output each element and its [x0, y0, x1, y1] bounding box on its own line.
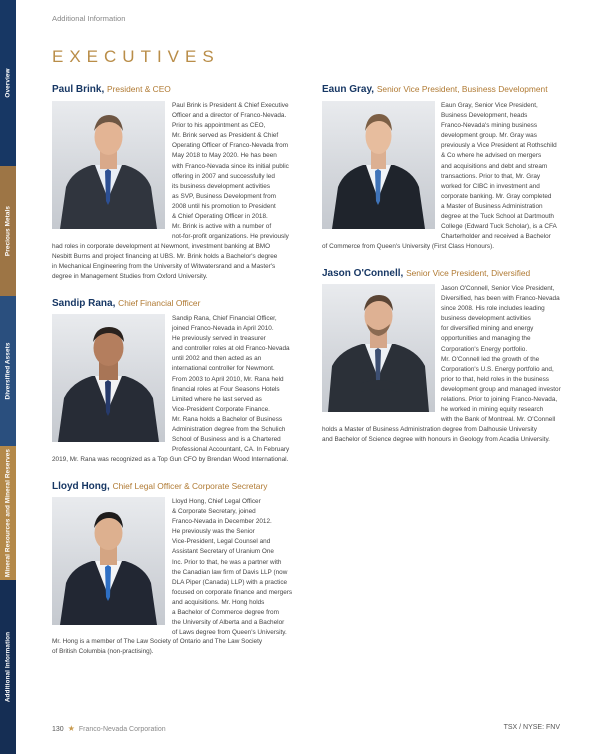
- executive-name-rana: Sandip Rana, Chief Financial Officer: [52, 298, 201, 309]
- bio-paul-brink-cont: had roles in corporate development at Newmont, investment banking at BMO Nesbitt Burns and project financing at UBS. Mr. Brink holds a Bachelor's degree in Mechanical Engineering from the University of Witwatersrand and a Master's degree in Management Studies from Oxford University.: [52, 243, 278, 281]
- portrait-eaun-gray: [322, 101, 435, 229]
- executive-name-brink: Paul Brink, President & CEO: [52, 84, 171, 95]
- portrait-jason-oconnell: [322, 284, 435, 412]
- page-title: EXECUTIVES: [52, 47, 220, 66]
- running-title: Additional Information: [52, 14, 126, 23]
- page-number: 130: [52, 726, 64, 733]
- tab-label-additional-information: Additional Information: [4, 631, 12, 703]
- executive-name-oconnell: Jason O'Connell, Senior Vice President, Diversified: [322, 268, 531, 279]
- tab-overview[interactable]: [0, 0, 16, 166]
- executive-role-oconnell: Senior Vice President, Diversified: [406, 268, 531, 278]
- tab-diversified-assets[interactable]: [0, 296, 16, 446]
- portrait-sandip-rana: [52, 314, 165, 442]
- footer-corporation: Franco-Nevada Corporation: [78, 726, 166, 733]
- bio-paul-brink: Paul Brink is President & Chief Executive Officer and a director of Franco-Nevada. Prior to his appointment as CEO, Mr. Brink served as President & Chief Operating Officer of Franco-Nevada from May 2018 to May 2020. He has been with Franco-Nevada since its initial public offering in 2007 and successfully led its business development activities as SVP, Business Development from 2008 until his promotion to President & Chief Operating Officer in 2018. Mr. Brink is active with a number of not-for-profit organizations. He previously: [172, 102, 289, 241]
- executive-role-hong: Chief Legal Officer & Corporate Secretary: [112, 481, 268, 491]
- bio-eaun-gray: Eaun Gray, Senior Vice President, Business Development, heads Franco-Nevada's mining business development group. Mr. Gray was previously a Vice President at Rothschild & Co where he advised on mergers and acquisitions and debt and stream transactions. Prior to that, Mr. Gray worked for CIBC in investment and corporate banking. Mr. Gray completed a Master of Business Administration degree at the Tuck School at Dartmouth College (Edward Tuck Scholar), is a CFA Charterholder and received a Bachelor: [441, 102, 557, 241]
- bio-lloyd-hong-cont: Mr. Hong is a member of The Law Society of Ontario and The Law Society of British Columbia (non-practising).: [52, 638, 263, 656]
- portrait-lloyd-hong: [52, 497, 165, 625]
- executive-name-hong: Lloyd Hong, Chief Legal Officer & Corporate Secretary: [52, 481, 268, 492]
- portrait-figure: [52, 101, 165, 229]
- portrait-figure: [322, 284, 435, 412]
- bio-sandip-rana: Sandip Rana, Chief Financial Officer, joined Franco-Nevada in April 2010. He previously served in treasurer and controller roles at old Franco-Nevada until 2002 and then acted as an international controller for Newmont. From 2003 to April 2010, Mr. Rana held financial roles at Four Seasons Hotels Limited where he last served as Vice-President Corporate Finance. Mr. Rana holds a Bachelor of Business Administration degree from the Schulich School of Business and is a Chartered Professional Accountant, CA. In February: [172, 315, 290, 454]
- bio-eaun-gray-cont: of Commerce from Queen's University (First Class Honours).: [322, 243, 495, 250]
- bio-lloyd-hong: Lloyd Hong, Chief Legal Officer & Corporate Secretary, joined Franco-Nevada in December 2012. He previously was the Senior Vice-President, Legal Counsel and Assistant Secretary of Uranium One Inc. Prior to that, he was a partner with the Canadian law firm of Davis LLP (now DLA Piper (Canada) LLP) with a practice focused on corporate finance and mergers and acquisitions. Mr. Hong holds a Bachelor of Commerce degree from the University of Alberta and a Bachelor of Laws degree from Queen's University.: [172, 498, 293, 637]
- tab-label-overview: Overview: [4, 68, 12, 98]
- page-footer: [52, 724, 166, 733]
- executive-name-gray: Eaun Gray, Senior Vice President, Business Development: [322, 84, 548, 95]
- executive-role-gray: Senior Vice President, Business Development: [376, 84, 548, 94]
- portrait-paul-brink: [52, 101, 165, 229]
- bio-jason-oconnell: Jason O'Connell, Senior Vice President, Diversified, has been with Franco-Nevada since 2008. His role includes leading business development activities for diversified mining and energy opportunities and managing the Corporation's Energy portfolio. Mr. O'Connell led the growth of the Corporation's U.S. Energy portfolio and, prior to that, held roles in the business development group and managed investor relations. Prior to joining Franco-Nevada, he worked in mining equity research with the Bank of Montreal. Mr. O'Connell: [441, 285, 561, 424]
- tab-label-precious-metals: Precious Metals: [4, 205, 12, 257]
- portrait-figure: [52, 497, 165, 625]
- bio-sandip-rana-cont: 2019, Mr. Rana was recognized as a Top Gun CFO by Brendan Wood International.: [52, 456, 289, 463]
- portrait-figure: [322, 101, 435, 229]
- bio-jason-oconnell-cont: holds a Master of Business Administration degree from Dalhousie University and Bachelor of Science degree with honours in Geology from Acadia University.: [322, 426, 550, 444]
- tab-label-mineral-resources: Mineral Resources and Mineral Reserves: [4, 448, 12, 578]
- tab-additional-information[interactable]: [0, 580, 16, 754]
- tab-precious-metals[interactable]: [0, 166, 16, 296]
- executive-role-brink: President & CEO: [107, 84, 171, 94]
- tab-mineral-resources[interactable]: [0, 446, 16, 580]
- star-icon: ★: [67, 724, 75, 733]
- tab-label-diversified-assets: Diversified Assets: [4, 342, 12, 400]
- footer-exchange: TSX / NYSE: FNV: [503, 724, 560, 731]
- executive-role-rana: Chief Financial Officer: [118, 298, 201, 308]
- portrait-figure: [52, 314, 165, 442]
